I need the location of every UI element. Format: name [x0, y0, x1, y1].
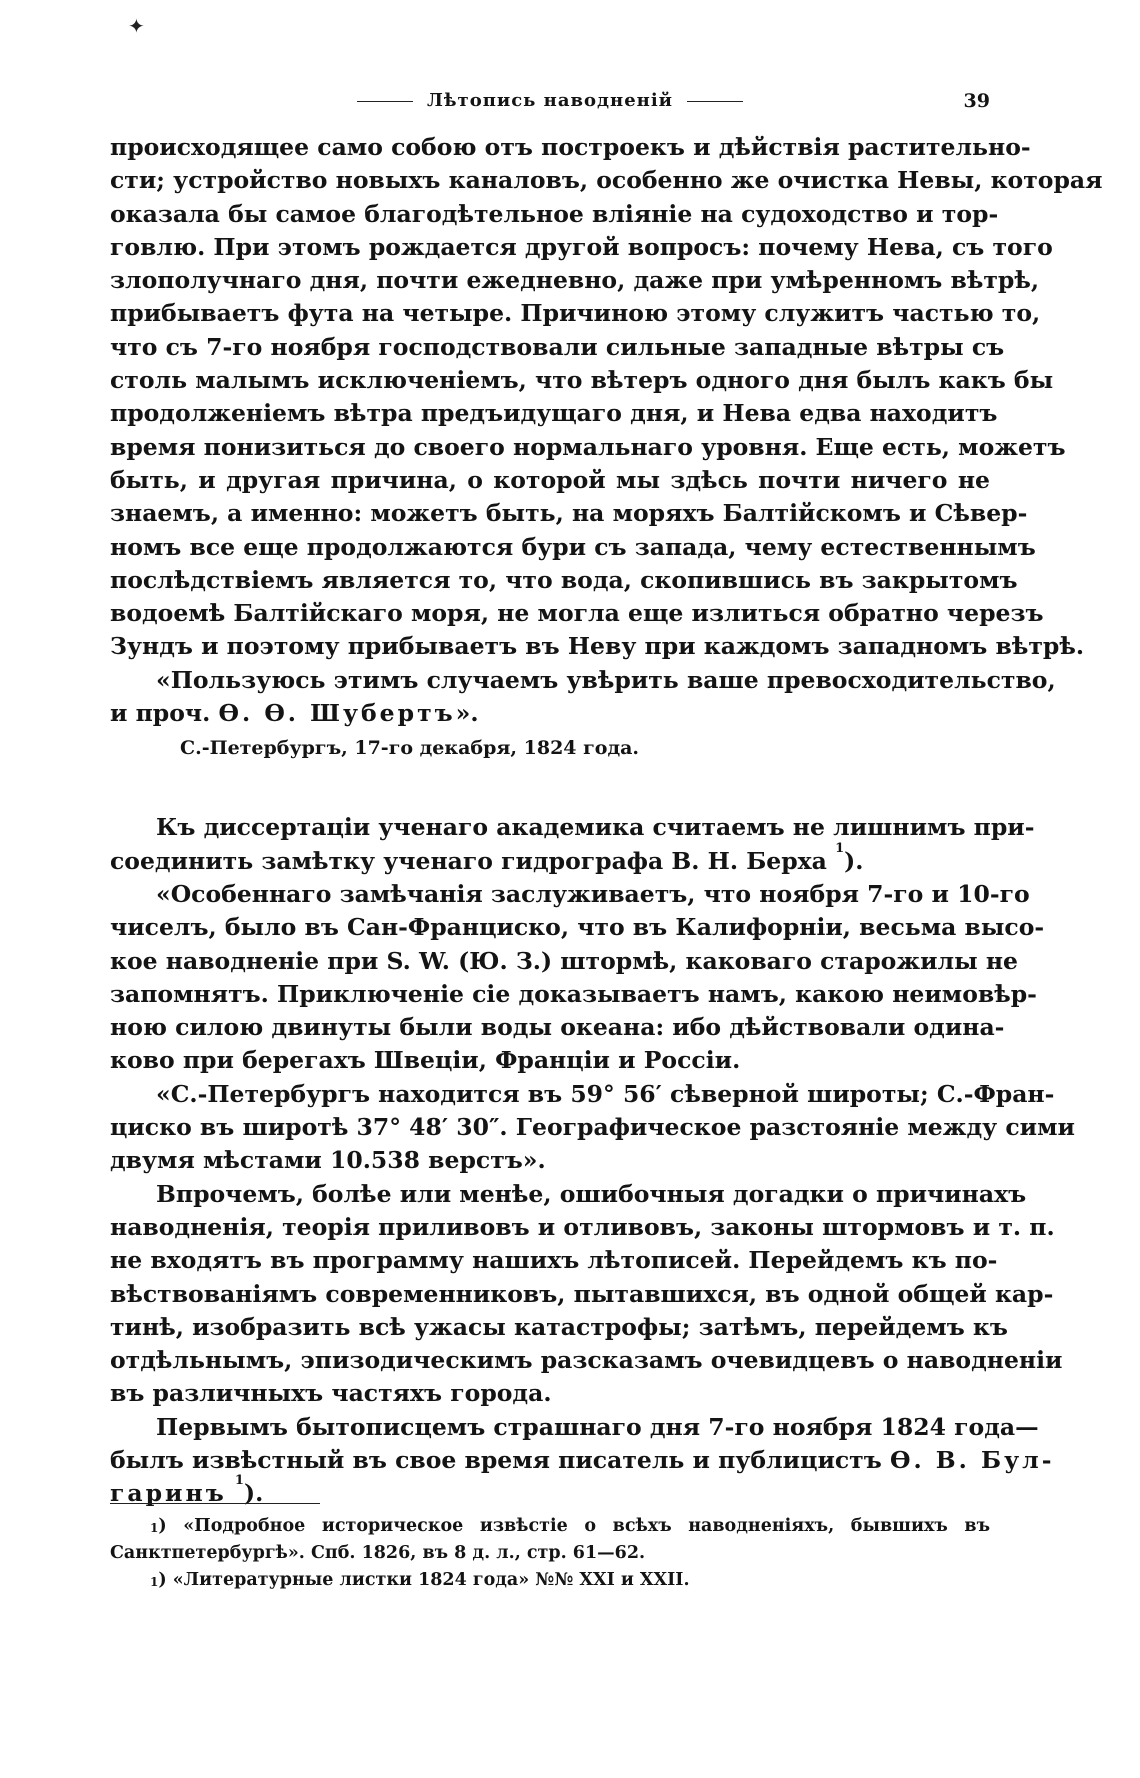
running-head — [110, 86, 990, 116]
ink-speck: ✦ — [128, 14, 145, 38]
text-line: время понизиться до своего нормальнаго уровня. Еще есть, можетъ — [110, 432, 1066, 461]
closing-quote: ». — [455, 699, 479, 728]
text-fragment: былъ извѣстный въ свое время писатель и публицистъ — [110, 1445, 882, 1474]
text-line: Впрочемъ, болѣе или менѣе, ошибочныя догадки о причинахъ — [156, 1179, 1027, 1208]
footnote-line: Санктпетербургѣ». Спб. 1826, въ 8 д. л., стр. 61—62. — [110, 1543, 646, 1563]
footnote-mark: 1 — [150, 1575, 159, 1589]
footnote-ref: 1 — [234, 1473, 244, 1489]
footnote-mark: 1 — [150, 1521, 159, 1535]
signature-name: Ѳ. Ѳ. Шубертъ — [218, 699, 456, 728]
text-line: тинѣ, изобразить всѣ ужасы катастрофы; затѣмъ, перейдемъ къ — [110, 1312, 1008, 1341]
footnote-separator — [110, 1503, 320, 1504]
footnote-ref: 1 — [835, 840, 845, 856]
dateline: С.-Петербургъ, 17-го декабря, 1824 года. — [180, 737, 640, 760]
paragraph-continued — [110, 131, 1103, 664]
text-line: злополучнаго дня, почти ежедневно, даже при умѣренномъ вѣтрѣ, — [110, 266, 1040, 295]
text-line: ково при берегахъ Швеціи, Франціи и Россіи. — [110, 1046, 741, 1075]
paragraph-closing-letter — [110, 664, 1056, 731]
text-line — [110, 840, 990, 878]
text-line: знаемъ, а именно: можетъ быть, на моряхъ Балтійскомъ и Сѣвер- — [110, 499, 1028, 528]
paragraph-transition — [110, 1178, 1063, 1411]
running-title: Лѣтопись наводненій — [426, 90, 674, 111]
footnote-2 — [110, 1567, 990, 1594]
text-line — [110, 1473, 990, 1510]
text-line: прибываетъ фута на четыре. Причиною этому служитъ частью то, — [110, 299, 1041, 328]
text-fragment: соединить замѣтку ученаго гидрографа В. Н. Берха — [110, 846, 827, 875]
text-line: двумя мѣстами 10.538 верстъ». — [110, 1146, 546, 1175]
footnotes — [110, 1513, 990, 1594]
text-line: чиселъ, было въ Сан-Франциско, что въ Калифорніи, весьма высо- — [110, 913, 1045, 942]
author-name: гаринъ — [110, 1479, 227, 1508]
text-line: «С.-Петербургъ находится въ 59° 56′ сѣверной широты; С.-Фран- — [156, 1079, 1055, 1108]
text-line: послѣдствіемъ является то, что вода, скопившись въ закрытомъ — [110, 565, 1018, 594]
text-line: Къ диссертаціи ученаго академика считаемъ не лишнимъ при- — [156, 813, 1035, 842]
section-gap — [110, 765, 990, 811]
text-line: запомнятъ. Приключеніе сіе доказываетъ намъ, какою неимовѣр- — [110, 979, 1037, 1008]
page-number: 39 — [963, 90, 990, 112]
text-line: Зундъ и поэтому прибываетъ въ Неву при каждомъ западномъ вѣтрѣ. — [110, 632, 1085, 661]
text-line: говлю. При этомъ рождается другой вопросъ: почему Нева, съ того — [110, 232, 1053, 261]
footnote-text: ) «Подробное историческое извѣстіе о всѣхъ наводненіяхъ, бывшихъ въ — [158, 1516, 990, 1536]
main-text — [110, 131, 1103, 1511]
text-line: вѣствованіямъ современниковъ, пытавшихся, въ одной общей кар- — [110, 1279, 1054, 1308]
text-line: что съ 7-го ноября господствовали сильные западные вѣтры съ — [110, 332, 1005, 361]
text-fragment: ). — [243, 1479, 264, 1508]
header-dash-left — [357, 101, 413, 102]
footnote-1 — [110, 1513, 990, 1567]
text-line: циско въ широтѣ 37° 48′ 30″. Географическое разстояніе между сими — [110, 1113, 1075, 1142]
text-fragment: ). — [844, 846, 864, 875]
footnote-line — [110, 1513, 990, 1540]
text-line: не входятъ въ программу нашихъ лѣтописей. Перейдемъ къ по- — [110, 1246, 998, 1275]
text-line: «Особеннаго замѣчанія заслуживаетъ, что ноября 7-го и 10-го — [156, 879, 1030, 908]
closing-formula: и проч. — [110, 699, 211, 728]
text-line: оказала бы самое благодѣтельное вліяніе на судоходство и тор- — [110, 199, 999, 228]
paragraph-bulgarin — [110, 1411, 1055, 1511]
text-line: номъ все еще продолжаются бури съ запада, чему естественнымъ — [110, 532, 1036, 561]
text-line: отдѣльнымъ, эпизодическимъ разсказамъ очевидцевъ о наводненіи — [110, 1346, 1063, 1375]
text-line: сти; устройство новыхъ каналовъ, особенно же очистка Невы, которая — [110, 166, 1103, 195]
text-line: въ различныхъ частяхъ города. — [110, 1379, 552, 1408]
paragraph-latitude — [110, 1078, 1075, 1178]
author-name: Ѳ. В. Бул- — [889, 1445, 1055, 1474]
text-line: столь малымъ исключеніемъ, что вѣтеръ одного дня былъ какъ бы — [110, 366, 1054, 395]
header-dash-right — [687, 101, 743, 102]
text-line — [110, 697, 990, 730]
footnote-line — [110, 1567, 990, 1594]
text-line: быть, и другая причина, о которой мы здѣсь почти ничего не — [110, 465, 990, 494]
text-line: Первымъ бытописцемъ страшнаго дня 7-го ноября 1824 года— — [156, 1412, 1039, 1441]
text-line: ною силою двинуты были воды океана: ибо дѣйствовали одина- — [110, 1013, 1005, 1042]
footnote-text: ) «Литературные листки 1824 года» №№ XXI и XXII. — [158, 1570, 690, 1590]
text-line: наводненія, теорія приливовъ и отливовъ, законы штормовъ и т. п. — [110, 1212, 1055, 1241]
paragraph-intro-berkh — [110, 811, 1035, 878]
page-header — [110, 86, 990, 116]
text-line: водоемѣ Балтійскаго моря, не могла еще излиться обратно черезъ — [110, 599, 1044, 628]
text-line: «Пользуюсь этимъ случаемъ увѣрить ваше превосходительство, — [156, 665, 1056, 694]
text-line: продолженіемъ вѣтра предъидущаго дня, и Нева едва находитъ — [110, 399, 998, 428]
paragraph-san-francisco — [110, 878, 1045, 1078]
text-line: происходящее само собою отъ построекъ и дѣйствія растительно- — [110, 133, 1031, 161]
text-line: кое наводненіе при S. W. (Ю. З.) штормѣ, каковаго старожилы не — [110, 946, 1018, 975]
